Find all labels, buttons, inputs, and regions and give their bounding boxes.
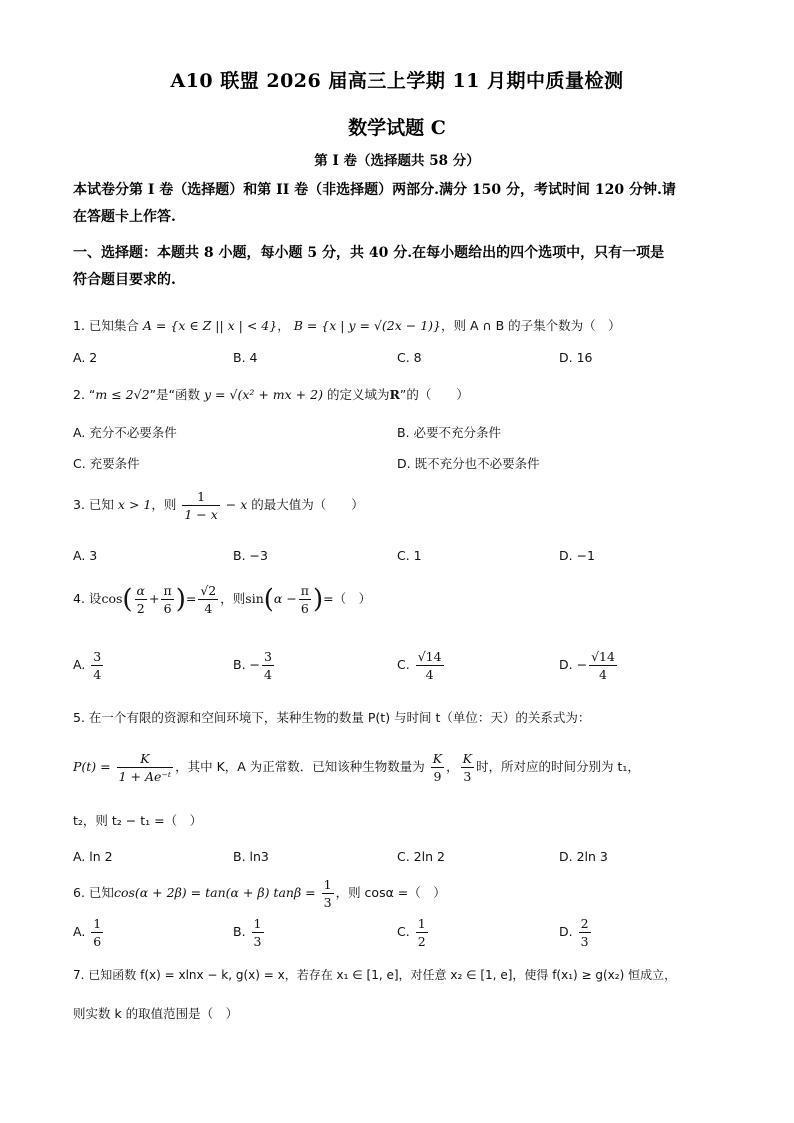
sin-symbol: sin <box>245 591 264 606</box>
q4-option-a <box>73 648 105 683</box>
question-4 <box>73 582 728 617</box>
fraction <box>182 488 219 523</box>
exam-subject: 数学试题 C <box>348 117 446 139</box>
option-label: B. <box>233 924 246 939</box>
fraction-numerator: K <box>462 751 472 766</box>
fraction-numerator: √2 <box>200 583 217 598</box>
q2-option-b: B. 必要不充分条件 <box>397 425 502 440</box>
fraction-denominator: 1 + Ae⁻ᵗ <box>118 769 172 784</box>
fraction-denominator: 3 <box>463 769 472 784</box>
question-text: 的定义域为 <box>326 387 390 402</box>
fraction <box>461 750 474 785</box>
question-5-line-3: t₂，则 t₂ − t₁ =（ ） <box>73 813 203 828</box>
fraction-denominator: 1 − x <box>184 507 218 522</box>
option-label: C. <box>397 657 410 672</box>
question-text: 已知 <box>88 885 114 900</box>
question-5-line-2 <box>73 750 728 785</box>
separator: ， <box>277 318 290 333</box>
equals-sign: = <box>185 591 197 606</box>
question-text: ，则 cosα =（ ） <box>335 885 446 900</box>
q5-option-d: D. 2ln 3 <box>559 849 608 864</box>
fraction-numerator: 1 <box>253 916 262 931</box>
question-text: ，则 <box>220 591 246 606</box>
fraction-numerator: K <box>117 750 173 768</box>
question-text: 在一个有限的资源和空间环境下，某种生物的数量 P(t) 与时间 t（单位：天）的关系式为： <box>88 710 591 725</box>
question-3 <box>73 488 728 523</box>
paren-close: ) <box>175 584 186 615</box>
part-one-heading <box>73 240 723 294</box>
question-text: 已知 <box>88 497 114 512</box>
question-7-line-1 <box>73 966 728 983</box>
fraction-denominator: 3 <box>580 934 589 949</box>
fraction <box>431 750 444 785</box>
fraction-denominator: 2 <box>417 934 426 949</box>
paren-close: ) <box>313 584 324 615</box>
fraction-numerator: π <box>300 583 310 598</box>
question-7-line-2: 则实数 k 的取值范围是（ ） <box>73 1006 239 1021</box>
cos-symbol: cos <box>101 591 123 606</box>
question-text: 已知函数 f(x) = xlnx − k, g(x) = x，若存在 x₁ ∈ [1, e]，对任意 x₂ ∈ [1, e]，使得 f(x₁) ≥ g(x₂) 恒成立， <box>88 968 677 982</box>
paren-open: ( <box>122 584 133 615</box>
fraction-numerator: α <box>136 583 145 598</box>
fraction-denominator: 4 <box>425 667 434 682</box>
expr-part: α − <box>273 591 297 606</box>
fraction-numerator: 3 <box>93 649 102 664</box>
q3-option-c: C. 1 <box>397 548 422 563</box>
fraction <box>299 582 311 617</box>
question-number: 3. <box>73 497 85 512</box>
condition-expr: x > 1 <box>117 497 152 512</box>
fraction <box>161 582 173 617</box>
fraction-denominator: 4 <box>93 667 102 682</box>
formula-left: P(t) = <box>73 759 111 774</box>
fraction-numerator: √14 <box>591 649 615 664</box>
q4-option-c <box>397 648 446 683</box>
fraction-numerator: √14 <box>417 649 442 664</box>
q1-option-a: A. 2 <box>73 350 98 365</box>
fraction-denominator: 2 <box>136 601 145 616</box>
q4-option-d <box>559 648 619 683</box>
q5-option-c: C. 2ln 2 <box>397 849 445 864</box>
fraction-numerator: K <box>432 751 443 766</box>
fraction <box>117 750 173 785</box>
option-label: C. <box>397 924 410 939</box>
fraction-denominator: 6 <box>93 934 102 949</box>
fraction-numerator: 1 <box>323 877 332 892</box>
fraction-denominator: 4 <box>599 667 607 682</box>
fraction <box>198 582 218 617</box>
option-label: A. <box>73 924 86 939</box>
instructions <box>73 177 723 231</box>
question-number: 4. <box>73 591 85 606</box>
q2-option-a: A. 充分不必要条件 <box>73 425 177 440</box>
question-text: =（ ） <box>323 591 372 606</box>
condition-expr: m ≤ 2√2 <box>95 387 150 402</box>
question-6 <box>73 876 728 911</box>
question-text: ，其中 K，A 为正常数．已知该种生物数量为 <box>175 759 425 774</box>
fraction <box>322 876 334 911</box>
instructions-line-1: 本试卷分第 I 卷（选择题）和第 II 卷（非选择题）两部分.满分 150 分，考试时间 120 分钟.请 <box>73 182 676 198</box>
expr-tail: − x <box>225 497 248 512</box>
question-text: 已知集合 <box>88 318 139 333</box>
fraction-numerator: π <box>163 583 172 598</box>
fraction-denominator: 3 <box>323 895 332 910</box>
question-text: ，则 A ∩ B 的子集个数为（ ） <box>440 318 621 333</box>
q6-option-d <box>559 915 593 950</box>
fraction <box>252 915 264 950</box>
question-text: ”的（ ） <box>399 387 469 402</box>
q2-option-d: D. 既不充分也不必要条件 <box>397 456 540 471</box>
q5-option-b: B. ln3 <box>233 849 269 864</box>
question-2 <box>73 385 728 403</box>
q3-option-d: D. −1 <box>559 548 595 563</box>
plus-sign: + <box>149 591 160 606</box>
fraction <box>262 648 274 683</box>
question-text: ，则 <box>151 497 177 512</box>
paren-open: ( <box>263 584 274 615</box>
q4-option-b <box>233 648 276 683</box>
fraction <box>579 915 591 950</box>
option-label: B. <box>233 657 246 672</box>
question-number: 6. <box>73 885 85 900</box>
function-expr: y = √(x² + mx + 2) <box>204 387 323 402</box>
fraction-denominator: 9 <box>433 769 442 784</box>
q5-option-a: A. ln 2 <box>73 849 113 864</box>
fraction-denominator: 4 <box>264 667 272 682</box>
fraction <box>589 648 617 683</box>
part-one-line-2: 符合题目要求的. <box>73 272 176 288</box>
q6-option-c <box>397 915 430 950</box>
fraction-denominator: 6 <box>300 601 309 616</box>
question-text: 设 <box>88 591 102 606</box>
q6-option-a <box>73 915 105 950</box>
section-heading: 第 I 卷（选择题共 58 分） <box>314 153 480 169</box>
set-a-expr: A = {x ∈ Z || x | < 4} <box>142 318 278 333</box>
option-label: A. <box>73 657 86 672</box>
fraction-numerator: 3 <box>264 649 272 664</box>
part-one-line-1: 一、选择题：本题共 8 小题，每小题 5 分，共 40 分.在每小题给出的四个选项中，只有一项是 <box>73 245 665 261</box>
question-text: ”是“函数 <box>149 387 201 402</box>
option-label: D. <box>559 924 573 939</box>
question-number: 7. <box>73 968 85 982</box>
option-label: D. <box>559 657 573 672</box>
option-sign: − <box>576 657 588 672</box>
question-text: 的最大值为（ ） <box>251 497 364 512</box>
q3-option-a: A. 3 <box>73 548 98 563</box>
question-number: 1. <box>73 318 85 333</box>
fraction-numerator: 1 <box>417 916 426 931</box>
fraction-numerator: 2 <box>580 916 589 931</box>
question-text: 时，所对应的时间分别为 t₁， <box>476 759 640 774</box>
q1-option-d: D. 16 <box>559 350 593 365</box>
q2-option-c: C. 充要条件 <box>73 456 140 471</box>
fraction <box>416 648 444 683</box>
q1-option-c: C. 8 <box>397 350 422 365</box>
instructions-line-2: 在答题卡上作答. <box>73 209 176 225</box>
real-set-symbol: R <box>389 387 400 402</box>
fraction <box>91 915 103 950</box>
question-text: “ <box>88 387 96 402</box>
exam-title: A10 联盟 2026 届高三上学期 11 月期中质量检测 <box>170 70 624 92</box>
fraction-denominator: 6 <box>163 601 172 616</box>
fraction <box>91 648 103 683</box>
question-number: 5. <box>73 710 85 725</box>
option-sign: − <box>249 657 261 672</box>
fraction <box>416 915 428 950</box>
fraction-denominator: 4 <box>204 601 213 616</box>
set-b-expr: B = {x | y = √(2x − 1)} <box>293 318 441 333</box>
fraction-numerator: 1 <box>182 488 219 506</box>
separator: ， <box>446 759 459 774</box>
q1-option-b: B. 4 <box>233 350 258 365</box>
question-1 <box>73 316 728 334</box>
q3-option-b: B. −3 <box>233 548 268 563</box>
fraction <box>135 582 147 617</box>
question-number: 2. <box>73 387 85 402</box>
fraction-denominator: 3 <box>253 934 262 949</box>
q6-option-b <box>233 915 266 950</box>
fraction-numerator: 1 <box>93 916 102 931</box>
equation-expr: cos(α + 2β) = tan(α + β) tanβ = <box>113 885 316 900</box>
question-5-line-1 <box>73 708 728 726</box>
